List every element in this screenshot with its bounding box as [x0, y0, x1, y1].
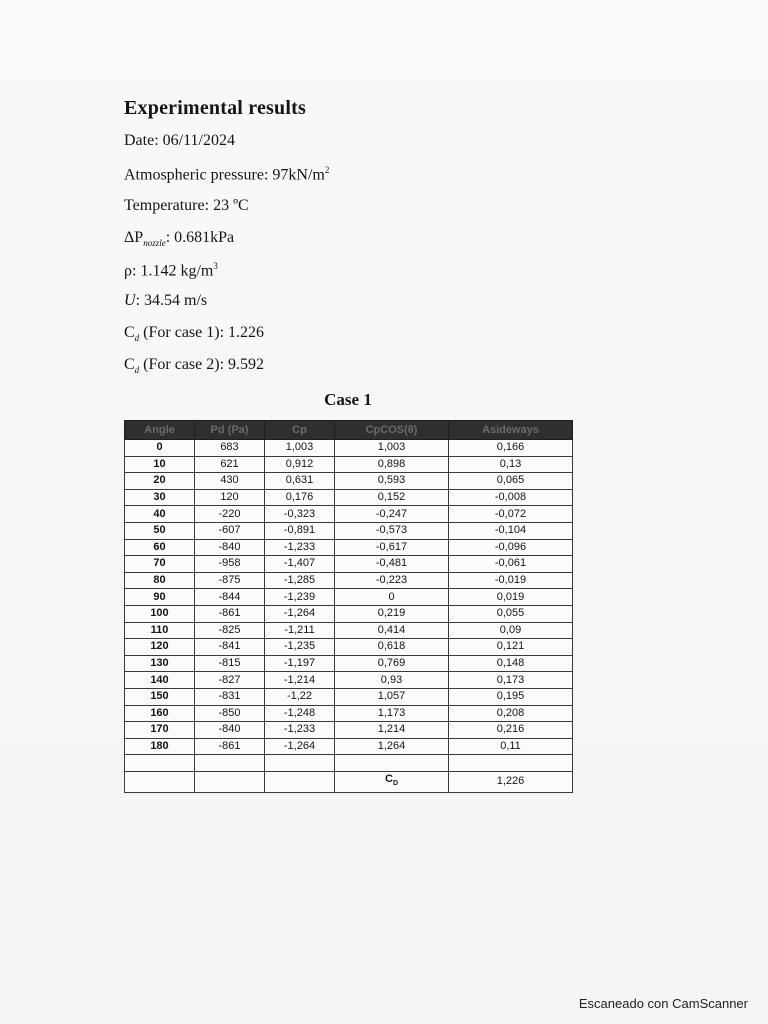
blank-row [125, 755, 573, 772]
angle-cell: 70 [125, 556, 195, 573]
table-row [125, 672, 573, 689]
cd2-value: 9.592 [228, 356, 265, 373]
cp-cell: -1,197 [265, 655, 335, 672]
blank-cell [449, 755, 573, 772]
table-row [125, 605, 573, 622]
cpcos-cell: 0,152 [335, 489, 449, 506]
cp-cell: -1,211 [265, 622, 335, 639]
pd-cell: -861 [195, 605, 265, 622]
blank-cell [195, 771, 265, 792]
temperature-line [124, 197, 249, 215]
pd-cell: -220 [195, 506, 265, 523]
cpcos-cell: -0,617 [335, 539, 449, 556]
rho-value: 1.142 kg/m [140, 262, 214, 280]
atm-value: 97kN/m [272, 166, 325, 184]
header-pd: Pd (Pa) [195, 421, 265, 440]
scanner-watermark: Escaneado con CamScanner [578, 996, 748, 1011]
date-value: 06/11/2024 [162, 132, 235, 149]
u-label: U [124, 292, 136, 309]
cpcos-cell: 0,618 [335, 639, 449, 656]
cd1-value: 1.226 [228, 324, 265, 341]
angle-cell: 20 [125, 473, 195, 490]
asideways-cell: 0,13 [449, 456, 573, 473]
case-title: Case 1 [324, 390, 372, 409]
blank-cell [265, 771, 335, 792]
asideways-cell: -0,019 [449, 572, 573, 589]
asideways-cell: 0,055 [449, 605, 573, 622]
cd-case2-line [124, 356, 264, 375]
asideways-cell: 0,166 [449, 440, 573, 457]
table-row [125, 572, 573, 589]
results-table [124, 420, 573, 793]
asideways-cell: -0,096 [449, 539, 573, 556]
dp-sub: nozzle [143, 238, 166, 249]
header-cp: Cp [265, 421, 335, 440]
cp-cell: 0,912 [265, 456, 335, 473]
cd1-label: (For case 1): [139, 324, 225, 341]
table-row [125, 722, 573, 739]
table-row [125, 556, 573, 573]
cd-case1-line [124, 324, 264, 343]
cpcos-cell: 1,057 [335, 688, 449, 705]
angle-cell: 170 [125, 722, 195, 739]
angle-cell: 0 [125, 440, 195, 457]
cpcos-cell: 1,003 [335, 440, 449, 457]
blank-cell [265, 755, 335, 772]
pd-cell: -861 [195, 738, 265, 755]
angle-cell: 110 [125, 622, 195, 639]
cp-cell: -1,248 [265, 705, 335, 722]
date-line [124, 132, 235, 150]
asideways-cell: 0,148 [449, 655, 573, 672]
pd-cell: -825 [195, 622, 265, 639]
table-row [125, 440, 573, 457]
angle-cell: 60 [125, 539, 195, 556]
asideways-cell: -0,072 [449, 506, 573, 523]
pd-cell: -831 [195, 688, 265, 705]
atmospheric-pressure-line [124, 165, 329, 184]
table-body [125, 440, 573, 755]
asideways-cell: -0,104 [449, 522, 573, 539]
cd-total-label [335, 771, 449, 792]
dp-symbol: ΔP [124, 229, 144, 246]
date-label: Date: [124, 132, 159, 149]
table-row [125, 688, 573, 705]
table-row [125, 738, 573, 755]
pd-cell: -844 [195, 589, 265, 606]
cp-cell: -1,264 [265, 738, 335, 755]
cp-cell: -1,214 [265, 672, 335, 689]
angle-cell: 40 [125, 506, 195, 523]
cpcos-cell: -0,247 [335, 506, 449, 523]
cpcos-cell: 0,898 [335, 456, 449, 473]
asideways-cell: 0,208 [449, 705, 573, 722]
table-row [125, 456, 573, 473]
angle-cell: 130 [125, 655, 195, 672]
cp-cell: 1,003 [265, 440, 335, 457]
cp-cell: 0,176 [265, 489, 335, 506]
blank-cell [125, 771, 195, 792]
angle-cell: 50 [125, 522, 195, 539]
cd-summary-row [125, 771, 573, 792]
table-row [125, 539, 573, 556]
cp-cell: -1,22 [265, 688, 335, 705]
cp-cell: -1,285 [265, 572, 335, 589]
nozzle-pressure-line [124, 229, 234, 248]
angle-cell: 140 [125, 672, 195, 689]
pd-cell: -815 [195, 655, 265, 672]
angle-cell: 80 [125, 572, 195, 589]
angle-cell: 160 [125, 705, 195, 722]
cpcos-cell: -0,481 [335, 556, 449, 573]
angle-cell: 120 [125, 639, 195, 656]
table-row [125, 489, 573, 506]
table-row [125, 589, 573, 606]
pd-cell: 683 [195, 440, 265, 457]
header-asideways: Asideways [449, 421, 573, 440]
cpcos-cell: -0,573 [335, 522, 449, 539]
header-angle: Angle [125, 421, 195, 440]
asideways-cell: 0,09 [449, 622, 573, 639]
rho-label: ρ: [124, 262, 137, 280]
angle-cell: 100 [125, 605, 195, 622]
cpcos-cell: -0,223 [335, 572, 449, 589]
cp-cell: -1,264 [265, 605, 335, 622]
asideways-cell: 0,11 [449, 738, 573, 755]
cpcos-cell: 0 [335, 589, 449, 606]
angle-cell: 150 [125, 688, 195, 705]
cpcos-cell: 0,769 [335, 655, 449, 672]
blank-cell [335, 755, 449, 772]
cd2-symbol: C [124, 356, 135, 373]
cp-cell: 0,631 [265, 473, 335, 490]
table-row [125, 639, 573, 656]
density-line [124, 261, 218, 280]
pd-cell: -875 [195, 572, 265, 589]
table-row [125, 622, 573, 639]
table-row [125, 705, 573, 722]
pd-cell: -840 [195, 722, 265, 739]
cd1-symbol: C [124, 324, 135, 341]
angle-cell: 180 [125, 738, 195, 755]
pd-cell: -827 [195, 672, 265, 689]
rho-unit-sup: 3 [213, 261, 218, 271]
pd-cell: -958 [195, 556, 265, 573]
page-title: Experimental results [124, 97, 306, 119]
blank-cell [195, 755, 265, 772]
cp-cell: -1,239 [265, 589, 335, 606]
cpcos-cell: 1,173 [335, 705, 449, 722]
temp-label: Temperature: [124, 197, 210, 214]
table-header-row [125, 421, 573, 440]
temp-value: 23 ºC [213, 197, 249, 214]
dp-value: : 0.681kPa [165, 229, 235, 246]
cp-cell: -1,407 [265, 556, 335, 573]
cd2-label: (For case 2): [139, 356, 225, 373]
asideways-cell: -0,008 [449, 489, 573, 506]
angle-cell: 30 [125, 489, 195, 506]
asideways-cell: 0,065 [449, 473, 573, 490]
asideways-cell: -0,061 [449, 556, 573, 573]
pd-cell: -840 [195, 539, 265, 556]
angle-cell: 90 [125, 589, 195, 606]
asideways-cell: 0,173 [449, 672, 573, 689]
cd-symbol: C [384, 773, 393, 786]
pd-cell: 120 [195, 489, 265, 506]
velocity-line [124, 292, 207, 310]
u-value: : 34.54 m/s [135, 292, 208, 309]
cpcos-cell: 0,93 [335, 672, 449, 689]
asideways-cell: 0,216 [449, 722, 573, 739]
cp-cell: -1,235 [265, 639, 335, 656]
cd-sub: D [392, 780, 398, 788]
table-row [125, 506, 573, 523]
header-cpcos: CpCOS(θ) [335, 421, 449, 440]
asideways-cell: 0,195 [449, 688, 573, 705]
cd-total-value: 1,226 [449, 771, 573, 792]
table-row [125, 655, 573, 672]
pd-cell: 621 [195, 456, 265, 473]
cpcos-cell: 0,219 [335, 605, 449, 622]
pd-cell: -841 [195, 639, 265, 656]
cd2-sub: d [134, 365, 140, 376]
cp-cell: -1,233 [265, 539, 335, 556]
cpcos-cell: 0,593 [335, 473, 449, 490]
blank-cell [125, 755, 195, 772]
asideways-cell: 0,121 [449, 639, 573, 656]
atm-label: Atmospheric pressure: [124, 166, 269, 184]
cp-cell: -1,233 [265, 722, 335, 739]
atm-unit-sup: 2 [324, 165, 330, 175]
pd-cell: 430 [195, 473, 265, 490]
cp-cell: -0,323 [265, 506, 335, 523]
table-row [125, 522, 573, 539]
pd-cell: -607 [195, 522, 265, 539]
cd1-sub: d [134, 333, 140, 344]
cpcos-cell: 0,414 [335, 622, 449, 639]
angle-cell: 10 [125, 456, 195, 473]
asideways-cell: 0,019 [449, 589, 573, 606]
cpcos-cell: 1,264 [335, 738, 449, 755]
table-row [125, 473, 573, 490]
cp-cell: -0,891 [265, 522, 335, 539]
pd-cell: -850 [195, 705, 265, 722]
cpcos-cell: 1,214 [335, 722, 449, 739]
